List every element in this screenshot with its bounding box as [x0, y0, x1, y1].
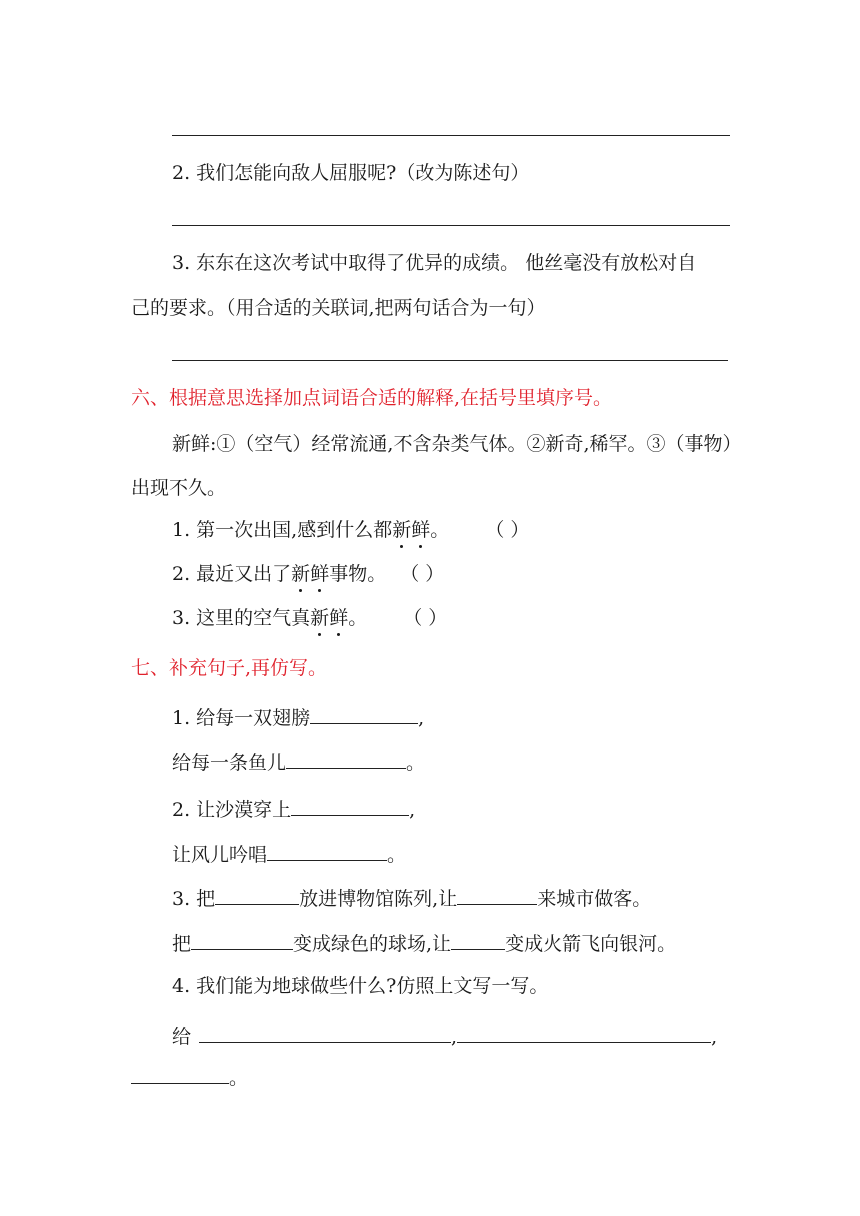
punctuation: 。	[406, 752, 426, 774]
fill-line	[172, 1023, 717, 1049]
line-text: 1. 给每一双翅膀	[172, 707, 311, 729]
fill-line	[172, 841, 406, 867]
question-text: 3. 东东在这次考试中取得了优异的成绩。 他丝毫没有放松对自	[172, 252, 697, 274]
fill-blank[interactable]	[457, 885, 537, 905]
fill-blank[interactable]	[310, 704, 418, 724]
dotted-char: 新	[291, 563, 311, 585]
fill-blank[interactable]	[291, 796, 409, 816]
line-text: 让风儿吟唱	[172, 844, 268, 866]
dotted-char: 鲜	[411, 519, 431, 541]
answer-line[interactable]	[172, 225, 730, 226]
item-text: 。	[430, 519, 450, 541]
answer-parentheses[interactable]: （ ）	[403, 607, 448, 629]
item-text: 1. 第一次出国,感到什么都	[172, 519, 393, 541]
punctuation: ,	[409, 799, 416, 821]
punctuation: ,	[451, 1026, 458, 1048]
item-text: 。	[348, 607, 368, 629]
fill-blank[interactable]	[457, 1023, 711, 1043]
definition-text: 新鲜:①（空气）经常流通,不含杂类气体。②新奇,稀罕。③（事物）	[172, 433, 742, 455]
line-text: 变成火箭飞向银河。	[505, 933, 677, 955]
fill-blank[interactable]	[286, 749, 406, 769]
line-text: 给	[172, 1026, 192, 1048]
dotted-char: 新	[392, 519, 412, 541]
item-text: 2. 最近又出了	[172, 563, 292, 585]
item-text: 3. 这里的空气真	[172, 607, 311, 629]
fill-line	[172, 749, 425, 775]
fill-line	[172, 930, 676, 956]
fill-blank[interactable]	[267, 841, 387, 861]
answer-line[interactable]	[172, 360, 728, 361]
line-text: 放进博物馆陈列,让	[299, 888, 458, 910]
line-text: 变成绿色的球场,让	[293, 933, 452, 955]
answer-parentheses[interactable]: （ ）	[485, 519, 530, 541]
question-item	[172, 606, 447, 630]
fill-line	[131, 1064, 248, 1090]
fill-blank[interactable]	[199, 1023, 451, 1043]
answer-parentheses[interactable]: （ ）	[400, 563, 445, 585]
dotted-char: 鲜	[310, 563, 330, 585]
question-item	[172, 518, 529, 542]
question-text: 4. 我们能为地球做些什么?仿照上文写一写。	[172, 975, 549, 997]
punctuation: 。	[229, 1067, 249, 1089]
fill-blank[interactable]	[131, 1064, 229, 1084]
section-heading: 六、根据意思选择加点词语合适的解释,在括号里填序号。	[131, 387, 613, 409]
punctuation: ,	[418, 707, 425, 729]
item-text: 事物。	[329, 563, 387, 585]
dotted-char: 鲜	[329, 607, 349, 629]
line-text: 给每一条鱼儿	[172, 752, 287, 774]
line-text: 2. 让沙漠穿上	[172, 799, 292, 821]
answer-line[interactable]	[172, 135, 730, 136]
question-text-cont: 己的要求。（用合适的关联词,把两句话合为一句）	[131, 297, 546, 319]
fill-blank[interactable]	[191, 930, 293, 950]
question-item	[172, 562, 444, 586]
fill-blank[interactable]	[451, 930, 505, 950]
punctuation: 。	[387, 844, 407, 866]
fill-line	[172, 704, 424, 730]
definition-text-cont: 出现不久。	[131, 477, 227, 499]
fill-line	[172, 885, 651, 911]
section-heading: 七、补充句子,再仿写。	[131, 657, 328, 679]
line-text: 3. 把	[172, 888, 216, 910]
question-text: 2. 我们怎能向敌人屈服呢?（改为陈述句）	[172, 162, 530, 184]
line-text: 来城市做客。	[537, 888, 652, 910]
punctuation: ,	[711, 1026, 718, 1048]
fill-line	[172, 796, 415, 822]
line-text: 把	[172, 933, 192, 955]
dotted-char: 新	[310, 607, 330, 629]
fill-blank[interactable]	[215, 885, 299, 905]
